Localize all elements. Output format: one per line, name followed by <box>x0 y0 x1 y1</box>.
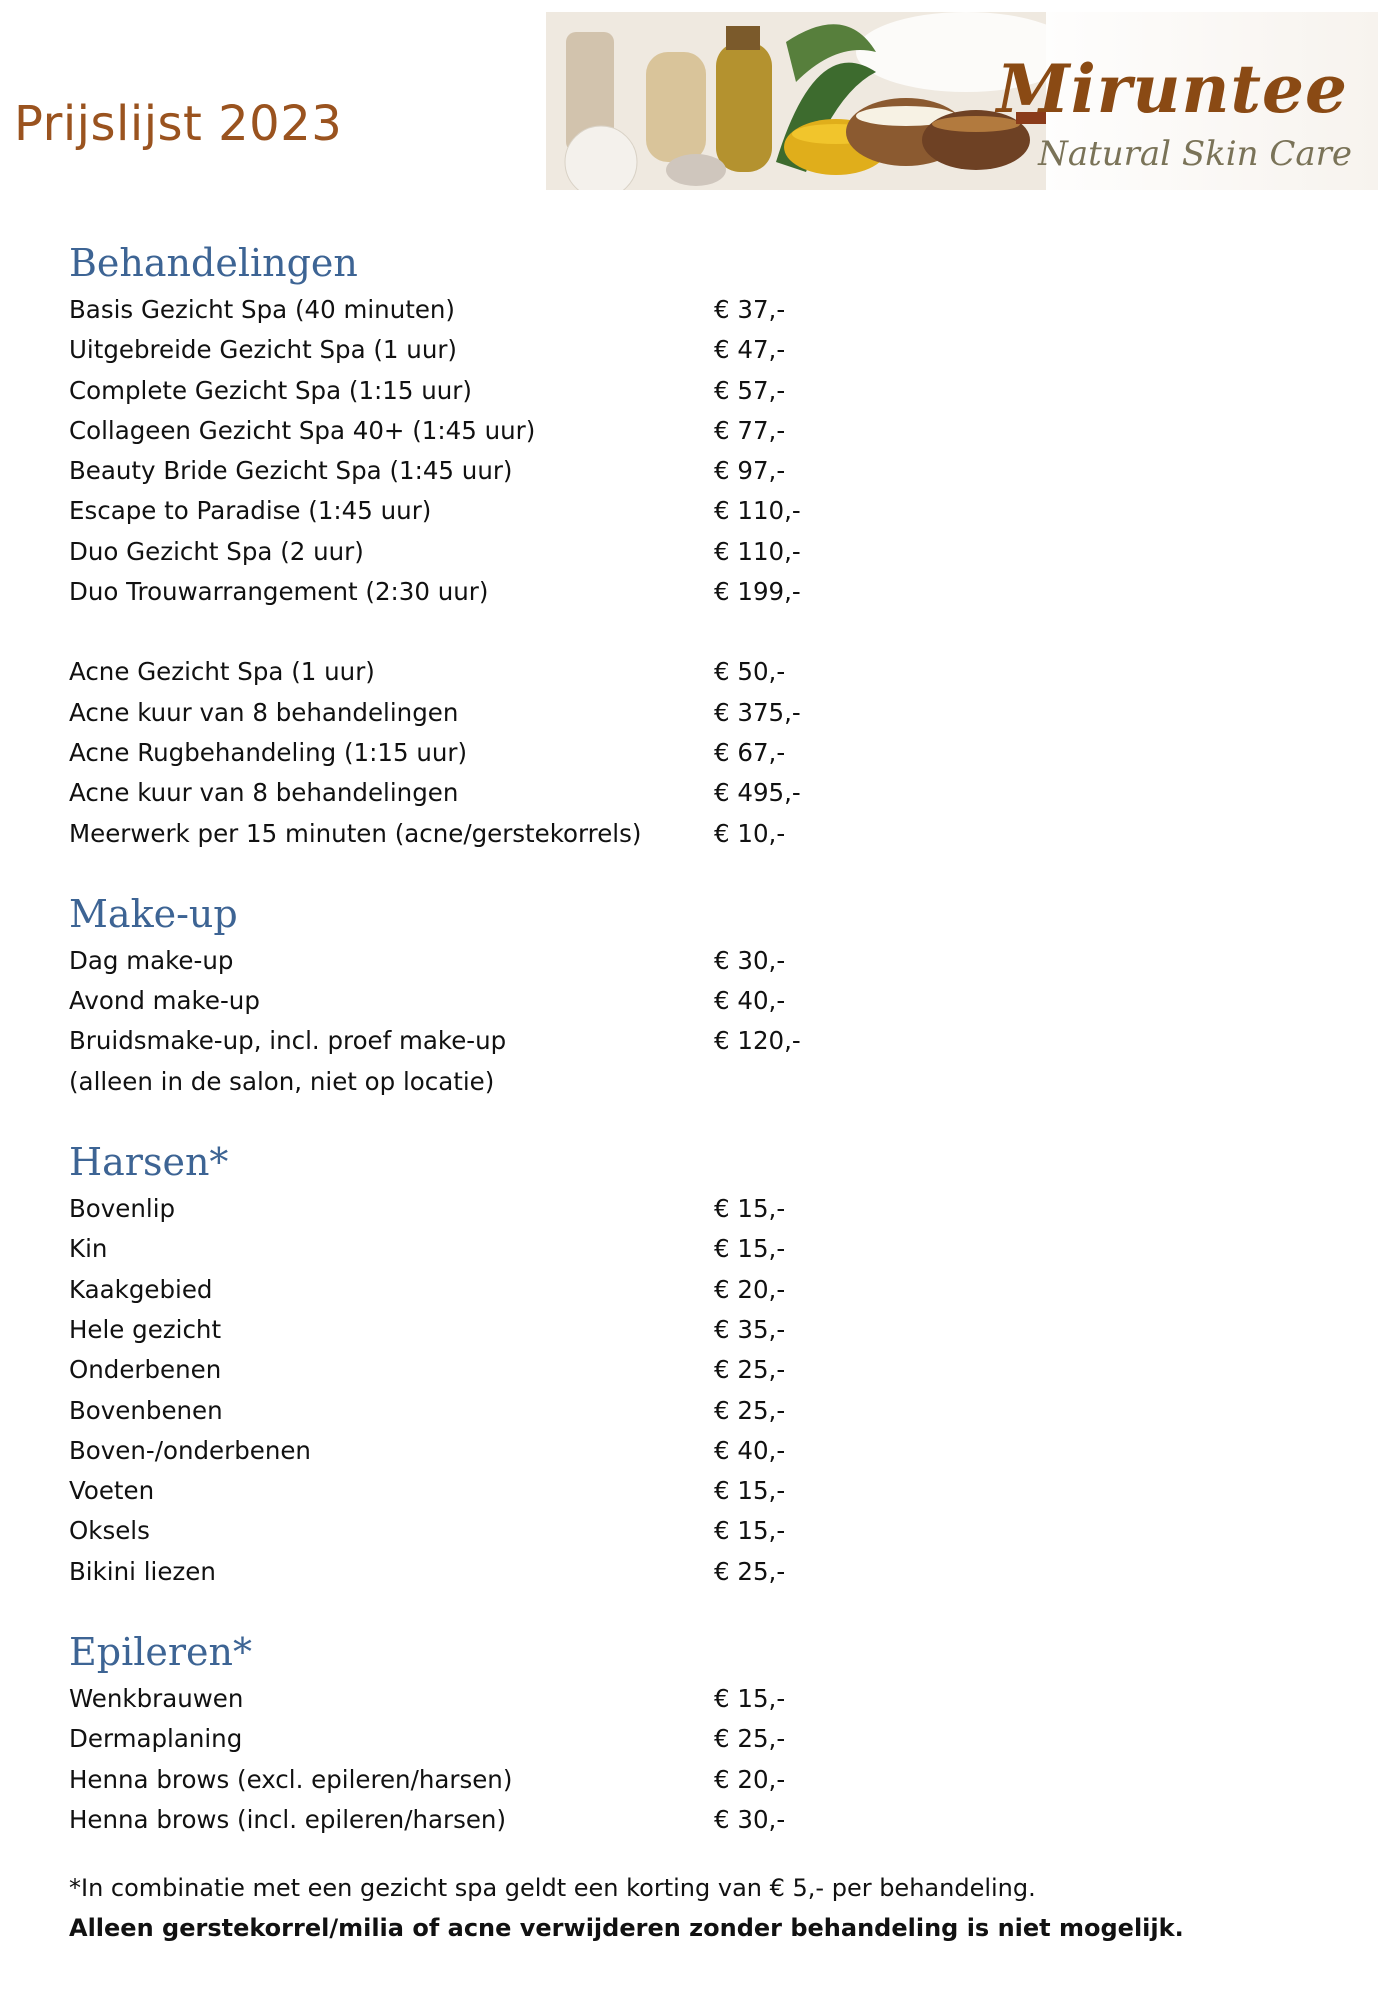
price-row <box>69 981 1299 1021</box>
price-row <box>69 1270 1299 1310</box>
item-price: € 30,- <box>714 1804 786 1834</box>
price-row <box>69 733 1299 773</box>
item-price: € 40,- <box>714 1435 786 1465</box>
item-price: € 110,- <box>714 536 801 566</box>
price-row <box>69 814 1299 854</box>
item-price: € 35,- <box>714 1314 786 1344</box>
price-row <box>69 1760 1299 1800</box>
price-row <box>69 1679 1299 1719</box>
price-row <box>69 1431 1299 1471</box>
price-row <box>69 1350 1299 1390</box>
item-price: € 120,- <box>714 1026 801 1056</box>
spa-products-illustration <box>546 12 1046 190</box>
item-price: € 97,- <box>714 456 786 486</box>
item-price: € 25,- <box>714 1395 786 1425</box>
item-label: Acne Gezicht Spa (1 uur) <box>69 657 375 687</box>
section-epileren <box>69 1625 1299 1840</box>
item-price: € 50,- <box>714 657 786 687</box>
section-title: Behandelingen <box>69 241 358 285</box>
brand-tagline: Natural Skin Care <box>1038 134 1352 174</box>
item-label: Oksels <box>69 1516 150 1546</box>
section-title: Make-up <box>69 891 238 936</box>
price-row <box>69 411 1299 451</box>
page-title: Prijslijst 2023 <box>14 96 343 152</box>
price-row <box>69 532 1299 572</box>
item-label: Avond make-up <box>69 986 260 1016</box>
section-make-up <box>69 887 1299 1102</box>
item-label: Henna brows (incl. epileren/harsen) <box>69 1804 507 1834</box>
item-price: € 20,- <box>714 1764 786 1794</box>
price-row <box>69 451 1299 491</box>
item-label: Bruidsmake-up, incl. proef make-up <box>69 1026 507 1056</box>
item-label: Uitgebreide Gezicht Spa (1 uur) <box>69 335 457 365</box>
item-label: Dermaplaning <box>69 1724 243 1754</box>
price-row <box>69 652 1299 692</box>
item-label: Bikini liezen <box>69 1556 216 1586</box>
price-row <box>69 491 1299 531</box>
item-label: Bovenlip <box>69 1194 176 1224</box>
item-price: € 30,- <box>714 945 786 975</box>
item-label: Bovenbenen <box>69 1395 223 1425</box>
item-label: Wenkbrauwen <box>69 1684 244 1714</box>
price-row <box>69 1391 1299 1431</box>
price-row <box>69 773 1299 813</box>
price-group <box>69 652 1299 853</box>
item-label: (alleen in de salon, niet op locatie) <box>69 1066 495 1096</box>
price-row <box>69 1471 1299 1511</box>
item-price: € 67,- <box>714 737 786 767</box>
item-price: € 47,- <box>714 335 786 365</box>
item-price: € 25,- <box>714 1556 786 1586</box>
price-row <box>69 1310 1299 1350</box>
item-price: € 37,- <box>714 295 786 324</box>
item-label: Basis Gezicht Spa (40 minuten) <box>69 295 455 324</box>
item-label: Acne kuur van 8 behandelingen <box>69 778 459 808</box>
item-price: € 10,- <box>714 818 786 848</box>
item-label: Duo Gezicht Spa (2 uur) <box>69 536 364 566</box>
item-price: € 15,- <box>714 1194 786 1224</box>
item-label: Voeten <box>69 1476 155 1506</box>
price-row <box>69 330 1299 370</box>
item-price: € 20,- <box>714 1274 786 1304</box>
item-label: Kaakgebied <box>69 1274 213 1304</box>
price-row <box>69 572 1299 612</box>
price-row <box>69 693 1299 733</box>
section-behandelingen <box>69 236 1299 854</box>
item-label: Dag make-up <box>69 945 234 975</box>
item-label: Collageen Gezicht Spa 40+ (1:45 uur) <box>69 415 536 445</box>
price-row <box>69 941 1299 981</box>
item-label: Boven-/onderbenen <box>69 1435 311 1465</box>
item-label: Beauty Bride Gezicht Spa (1:45 uur) <box>69 456 513 486</box>
section-title: Epileren* <box>69 1630 252 1675</box>
item-price: € 25,- <box>714 1355 786 1385</box>
item-label: Escape to Paradise (1:45 uur) <box>69 496 432 526</box>
brand-logo <box>546 12 1378 190</box>
item-price: € 199,- <box>714 577 801 607</box>
item-price: € 25,- <box>714 1724 786 1754</box>
price-row <box>69 290 1299 330</box>
item-label: Meerwerk per 15 minuten (acne/gerstekorrels) <box>69 818 642 848</box>
price-row <box>69 1189 1299 1229</box>
item-label: Complete Gezicht Spa (1:15 uur) <box>69 375 472 405</box>
item-label: Duo Trouwarrangement (2:30 uur) <box>69 577 489 607</box>
section-title: Harsen* <box>69 1140 229 1185</box>
item-label: Kin <box>69 1234 108 1264</box>
price-row <box>69 1800 1299 1840</box>
item-label: Henna brows (excl. epileren/harsen) <box>69 1764 513 1794</box>
price-row <box>69 1511 1299 1551</box>
removal-warning: Alleen gerstekorrel/milia of acne verwijderen zonder behandeling is niet mogelijk. <box>69 1914 1184 1942</box>
item-price: € 40,- <box>714 986 786 1016</box>
price-row-note <box>69 1062 1299 1102</box>
item-price: € 77,- <box>714 415 786 445</box>
item-price: € 495,- <box>714 778 801 808</box>
item-price: € 15,- <box>714 1234 786 1264</box>
discount-footnote: *In combinatie met een gezicht spa geldt een korting van € 5,- per behandeling. <box>69 1874 1036 1902</box>
item-price: € 110,- <box>714 496 801 526</box>
item-label: Acne kuur van 8 behandelingen <box>69 697 459 727</box>
section-harsen <box>69 1135 1299 1592</box>
price-row <box>69 1229 1299 1269</box>
item-price: € 57,- <box>714 375 786 405</box>
price-group <box>69 290 1299 612</box>
price-list <box>69 236 1299 1840</box>
price-row <box>69 1021 1299 1061</box>
price-row <box>69 1552 1299 1592</box>
item-price: € 15,- <box>714 1516 786 1546</box>
item-price: € 375,- <box>714 697 801 727</box>
price-row <box>69 371 1299 411</box>
item-price: € 15,- <box>714 1684 786 1714</box>
item-label: Onderbenen <box>69 1355 222 1385</box>
item-label: Acne Rugbehandeling (1:15 uur) <box>69 737 468 767</box>
price-row <box>69 1719 1299 1759</box>
item-price: € 15,- <box>714 1476 786 1506</box>
item-label: Hele gezicht <box>69 1314 222 1344</box>
brand-name: Miruntee <box>996 50 1348 128</box>
